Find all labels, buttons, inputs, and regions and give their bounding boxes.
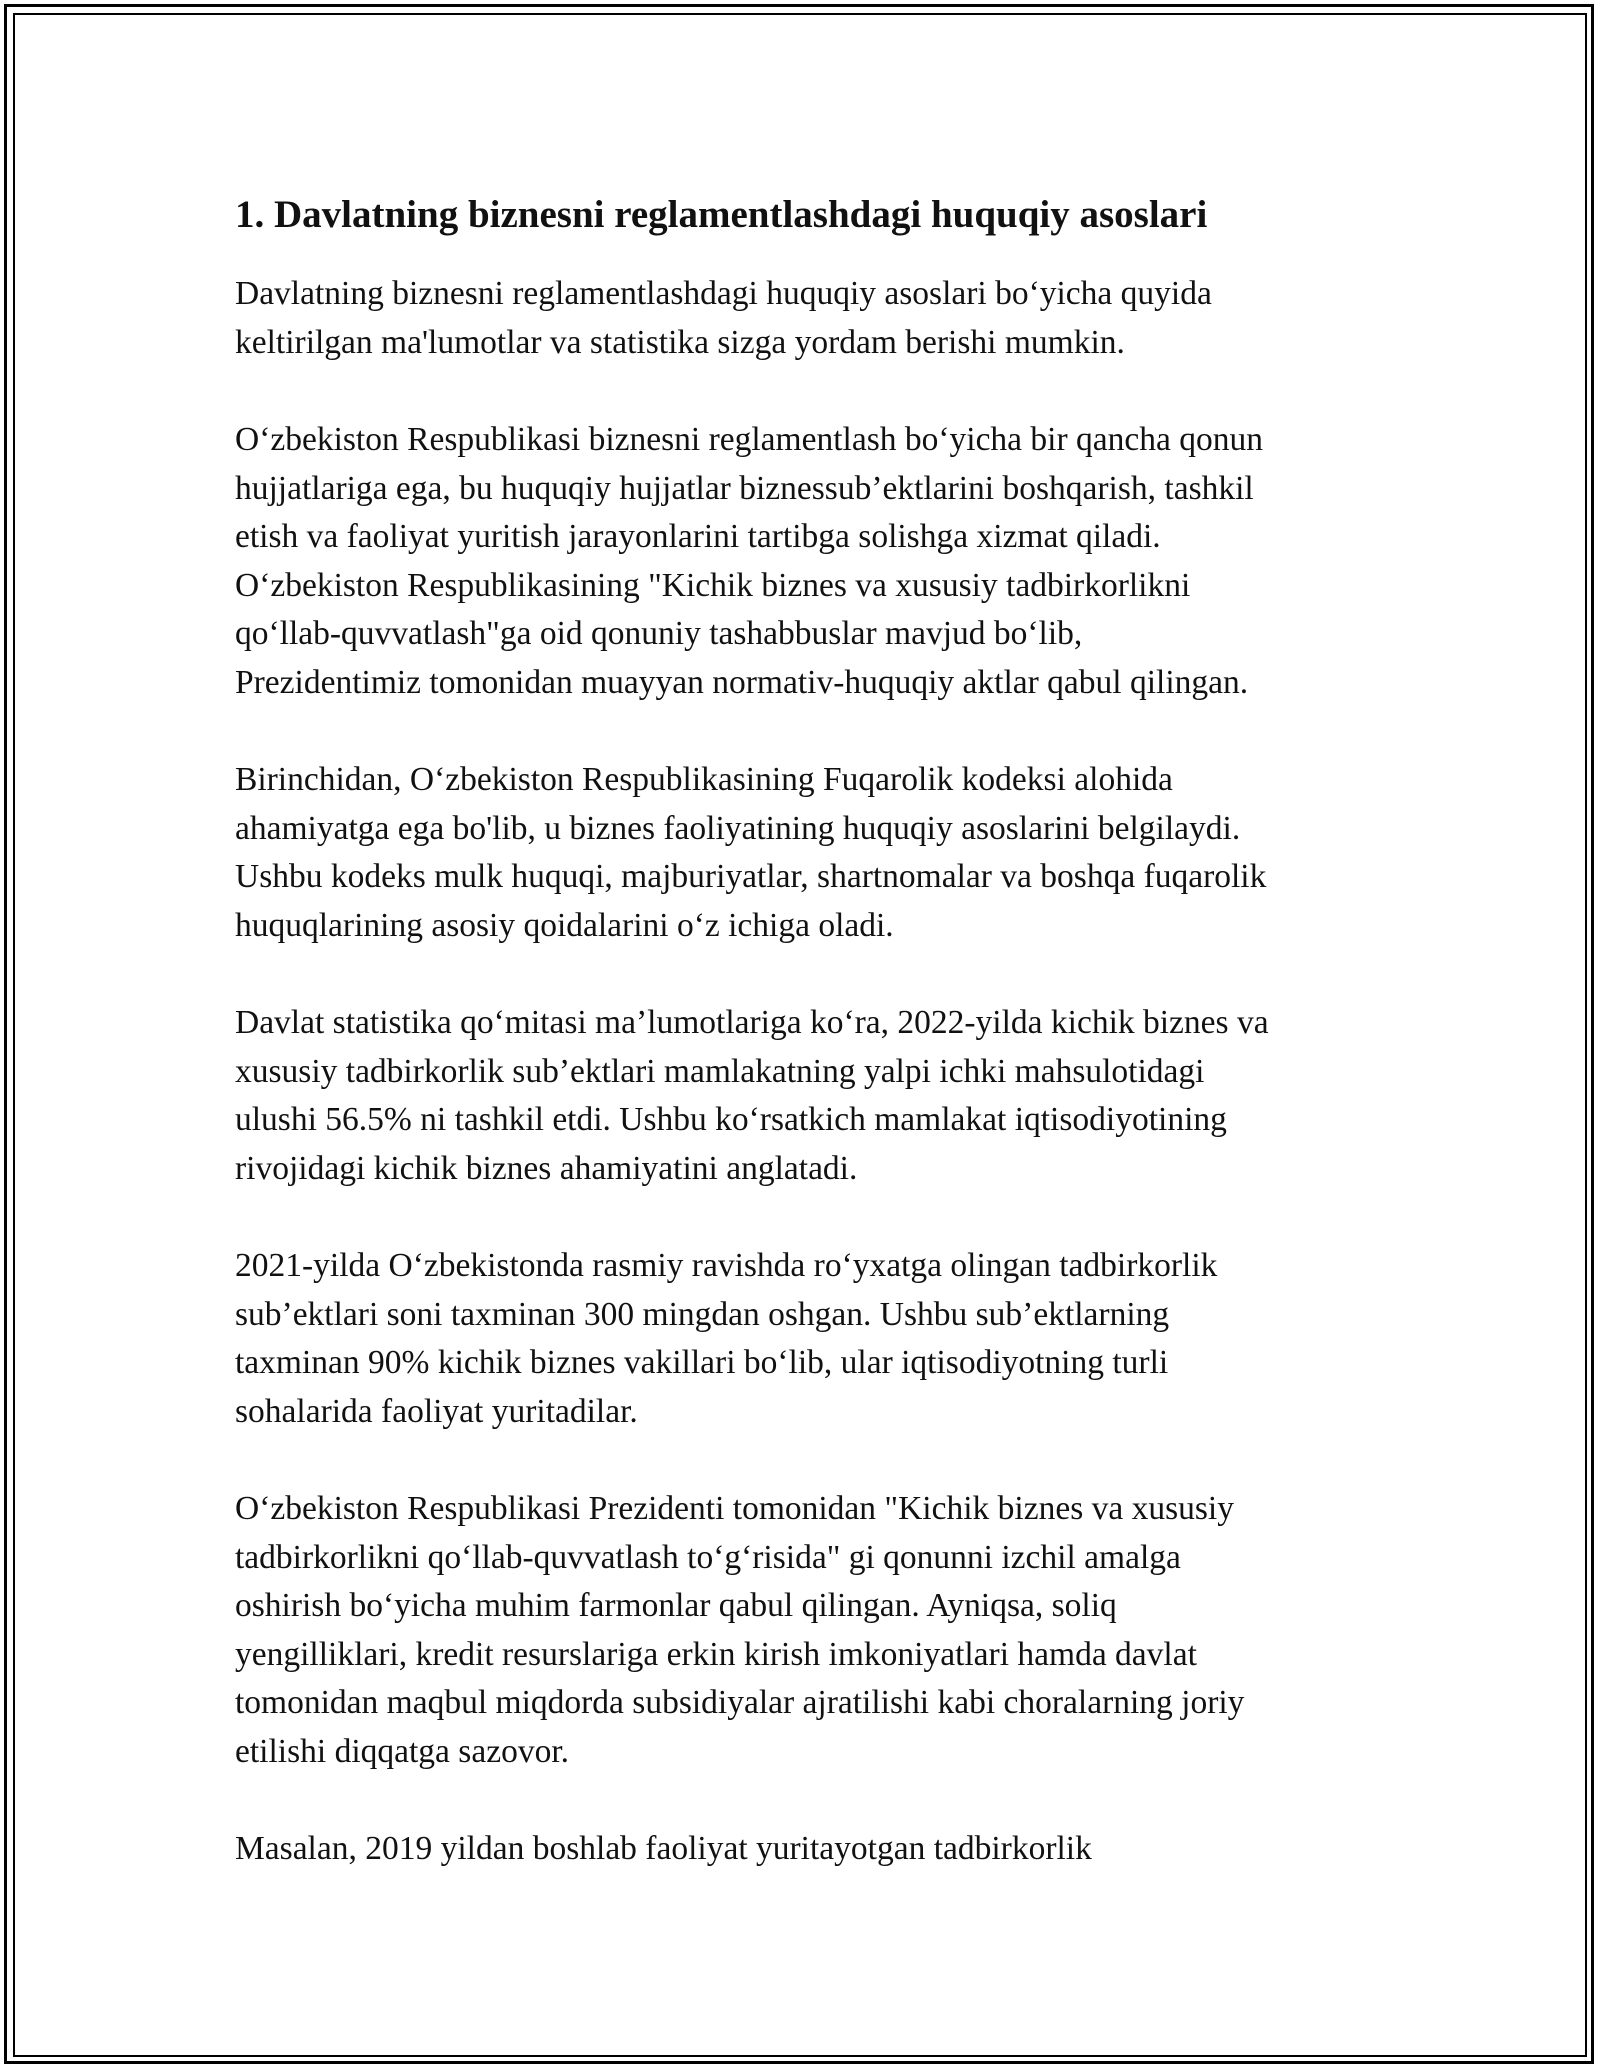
text-line: taxminan 90% kichik biznes vakillari bo‘lib, ular iqtisodiyotning turli xyxy=(235,1344,1169,1381)
paragraph-legal-documents xyxy=(235,416,1395,707)
text-line: Davlatning biznesni reglamentlashdagi huquqiy asoslari bo‘yicha quyida xyxy=(235,275,1212,312)
paragraph-presidential-decrees xyxy=(235,1485,1395,1776)
text-line: O‘zbekiston Respublikasi Prezidenti tomonidan "Kichik biznes va xususiy xyxy=(235,1490,1234,1527)
text-line: Prezidentimiz tomonidan muayyan normativ-huquqiy aktlar qabul qilingan. xyxy=(235,663,1249,701)
text-line: huquqlarining asosiy qoidalarini o‘z ichiga oladi. xyxy=(235,906,894,944)
text-line: ahamiyatga ega bo'lib, u biznes faoliyatining huquqiy asoslarini belgilaydi. xyxy=(235,809,1241,847)
text-line: Davlat statistika qo‘mitasi ma’lumotlariga ko‘ra, 2022-yilda kichik biznes va xyxy=(235,1004,1269,1041)
paragraph-civil-code xyxy=(235,756,1395,950)
text-line: Masalan, 2019 yildan boshlab faoliyat yuritayotgan tadbirkorlik xyxy=(235,1830,1092,1867)
document-body xyxy=(235,186,1395,1923)
text-line: etish va faoliyat yuritish jarayonlarini tartibga solishga xizmat qiladi. xyxy=(235,518,1161,555)
paragraph-example xyxy=(235,1825,1395,1874)
text-line: ulushi 56.5% ni tashkil etdi. Ushbu ko‘rsatkich mamlakat iqtisodiyotining xyxy=(235,1101,1227,1138)
text-line: Ushbu kodeks mulk huquqi, majburiyatlar, shartnomalar va boshqa fuqarolik xyxy=(235,858,1267,895)
text-line: hujjatlariga ega, bu huquqiy hujjatlar biznessub’ektlarini boshqarish, tashkil xyxy=(235,469,1254,507)
text-line: etilishi diqqatga sazovor. xyxy=(235,1732,570,1770)
paragraph-registered-entities xyxy=(235,1242,1395,1436)
paragraph-intro xyxy=(235,270,1395,367)
text-line: yengilliklari, kredit resurslariga erkin kirish imkoniyatlari hamda davlat xyxy=(235,1635,1197,1673)
text-line: O‘zbekiston Respublikasining "Kichik biznes va xususiy tadbirkorlikni xyxy=(235,566,1191,604)
section-heading: 1. Davlatning biznesni reglamentlashdagi huquqiy asoslari xyxy=(235,193,1208,236)
text-line: tadbirkorlikni qo‘llab-quvvatlash to‘g‘risida" gi qonunni izchil amalga xyxy=(235,1538,1181,1576)
text-line: sohalarida faoliyat yuritadilar. xyxy=(235,1392,638,1430)
text-line: rivojidagi kichik biznes ahamiyatini anglatadi. xyxy=(235,1149,858,1187)
text-line: oshirish bo‘yicha muhim farmonlar qabul qilingan. Ayniqsa, soliq xyxy=(235,1587,1117,1624)
text-line: O‘zbekiston Respublikasi biznesni reglamentlash bo‘yicha bir qancha qonun xyxy=(235,421,1263,458)
text-line: xususiy tadbirkorlik sub’ektlari mamlakatning yalpi ichki mahsulotidagi xyxy=(235,1052,1205,1090)
text-line: tomonidan maqbul miqdorda subsidiyalar ajratilishi kabi choralarning joriy xyxy=(235,1684,1245,1721)
text-line: Birinchidan, O‘zbekiston Respublikasining Fuqarolik kodeksi alohida xyxy=(235,761,1173,798)
text-line: qo‘llab-quvvatlash"ga oid qonuniy tashabbuslar mavjud bo‘lib, xyxy=(235,615,1083,652)
text-line: sub’ektlari soni taxminan 300 mingdan oshgan. Ushbu sub’ektlarning xyxy=(235,1295,1170,1333)
text-line: keltirilgan ma'lumotlar va statistika sizga yordam berishi mumkin. xyxy=(235,323,1125,361)
paragraph-statistics-gdp xyxy=(235,999,1395,1193)
text-line: 2021-yilda O‘zbekistonda rasmiy ravishda ro‘yxatga olingan tadbirkorlik xyxy=(235,1247,1218,1284)
